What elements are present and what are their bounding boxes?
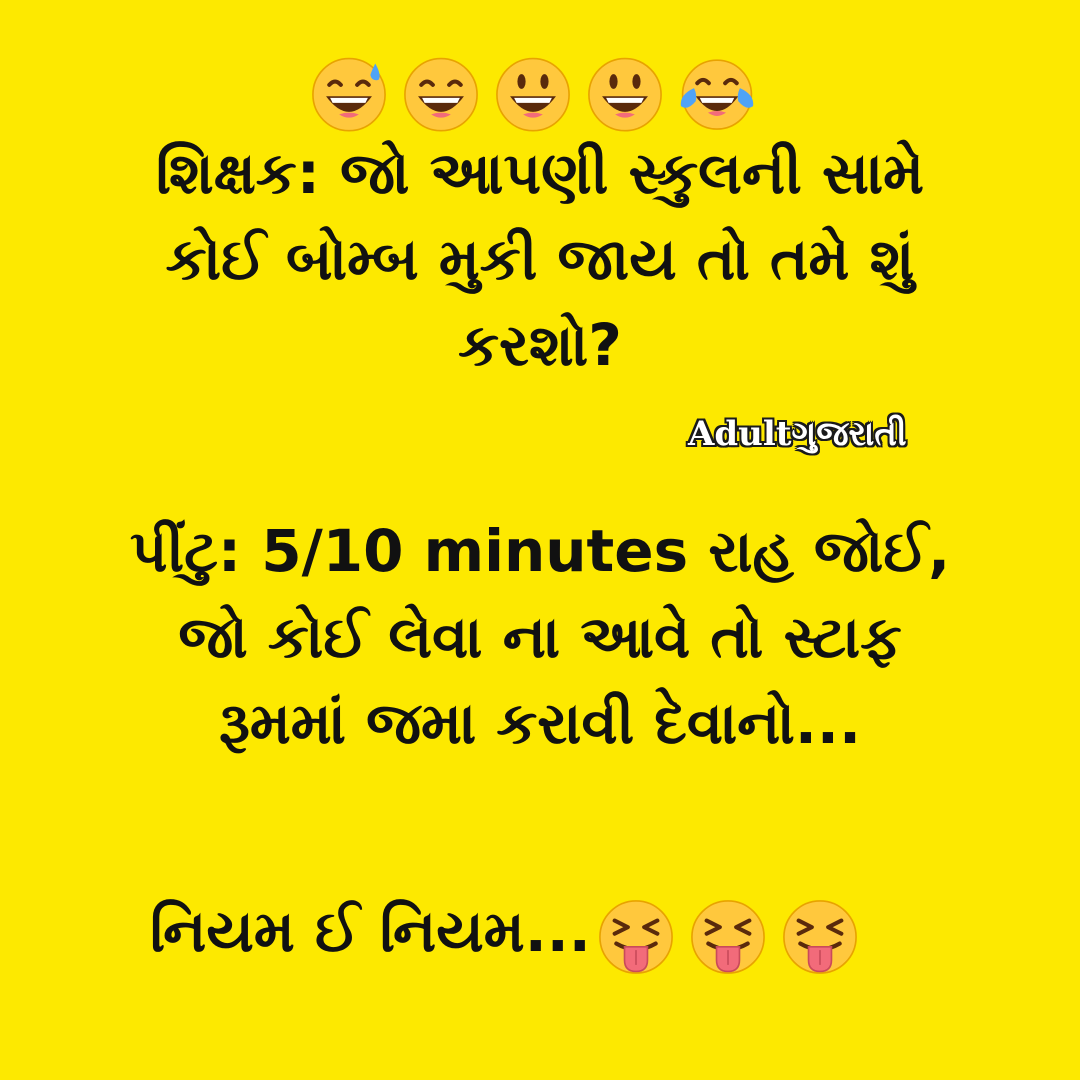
pintu-line-3: રૂમમાં જમા કરાવી દેવાનો... xyxy=(218,689,861,757)
tears-of-joy-emoji-icon xyxy=(676,52,758,134)
pintu-line-2: જો કોઈ લેવા ના આવે તો સ્ટાફ xyxy=(178,603,902,671)
bottom-emoji-row xyxy=(595,896,861,978)
squinting-tongue-emoji-icon xyxy=(687,896,769,978)
grinning-squinting-emoji-icon xyxy=(400,52,482,134)
grinning-sweat-emoji-icon xyxy=(308,52,390,134)
teacher-question xyxy=(40,130,1040,388)
teacher-line-2: કોઈ બોમ્બ મુકી જાય તો તમે શું xyxy=(165,225,915,293)
squinting-tongue-emoji-icon xyxy=(779,896,861,978)
teacher-line-1: શિક્ષક: જો આપણી સ્કુલની સામે xyxy=(155,139,925,207)
grinning-big-eyes-emoji-icon xyxy=(584,52,666,134)
top-emoji-row xyxy=(308,52,758,134)
closing-line: નિયમ ઈ નિયમ... xyxy=(150,897,591,965)
teacher-line-3: કરશો? xyxy=(458,311,622,379)
pintu-line-1: પીંટુ: 5/10 minutes રાહ જોઈ, xyxy=(129,517,951,585)
pintu-answer xyxy=(40,508,1040,766)
squinting-tongue-emoji-icon xyxy=(595,896,677,978)
grinning-big-eyes-emoji-icon xyxy=(492,52,574,134)
watermark: Adultગુજરાતી xyxy=(688,414,907,454)
